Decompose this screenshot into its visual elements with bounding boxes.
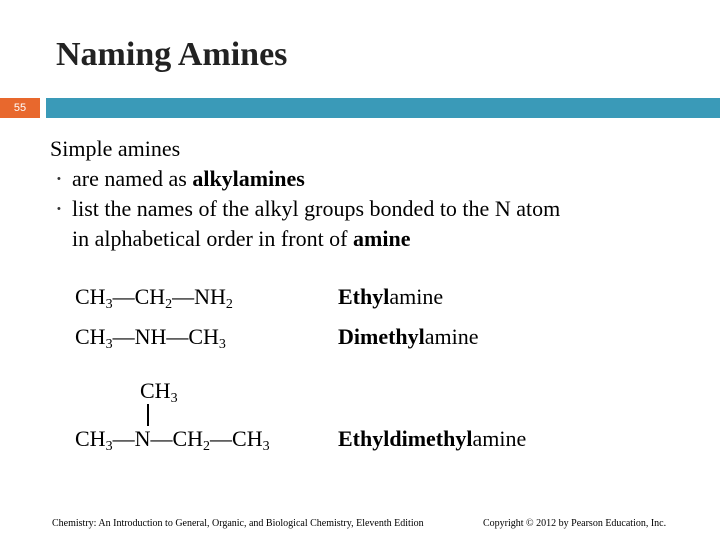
- bullet-continuation: [50, 224, 560, 254]
- nitrogen-atom: N: [134, 426, 151, 451]
- bullet-icon: •: [57, 173, 61, 185]
- bullet-text: in alphabetical order in front of: [72, 226, 354, 251]
- bullet-bold-term: amine: [353, 226, 411, 251]
- intro-text: Simple amines: [50, 136, 181, 161]
- name-ethylamine: Ethylamine: [338, 284, 444, 309]
- formula-branch-methyl: $CH_3$: [140, 378, 178, 406]
- name-dimethylamine: Dimethylamine: [338, 324, 479, 349]
- bullet-item: [50, 164, 560, 194]
- header-bar: [46, 98, 720, 118]
- bullet-icon: •: [57, 203, 61, 215]
- nitrogen-atom: N: [134, 324, 151, 349]
- bullet-text: are named as: [72, 166, 193, 191]
- formula-dimethylamine: $CH_3—NH—CH_3$: [75, 324, 226, 352]
- footer-book-title: Chemistry: An Introduction to General, Organic, and Biological Chemistry, Eleventh Edition: [52, 518, 424, 529]
- bullet-item: [50, 194, 560, 224]
- bullet-text: list the names of the alkyl groups bonded to the N atom: [72, 196, 561, 221]
- body-text: [50, 134, 560, 254]
- name-ethyldimethylamine: Ethyldimethylamine: [338, 426, 527, 451]
- nitrogen-atom: N: [194, 284, 211, 309]
- formula-ethylamine: $CH_3—CH_2—NH_2$: [75, 284, 233, 312]
- bullet-bold-term: alkylamines: [192, 166, 305, 191]
- formula-ethyldimethylamine: $CH_3—N—CH_2—CH_3$: [75, 426, 270, 454]
- slide-number: 55: [0, 98, 40, 118]
- slide-title: Naming Amines: [56, 36, 288, 73]
- footer-copyright: Copyright © 2012 by Pearson Education, Inc.: [483, 518, 667, 529]
- bond-line: [147, 404, 149, 426]
